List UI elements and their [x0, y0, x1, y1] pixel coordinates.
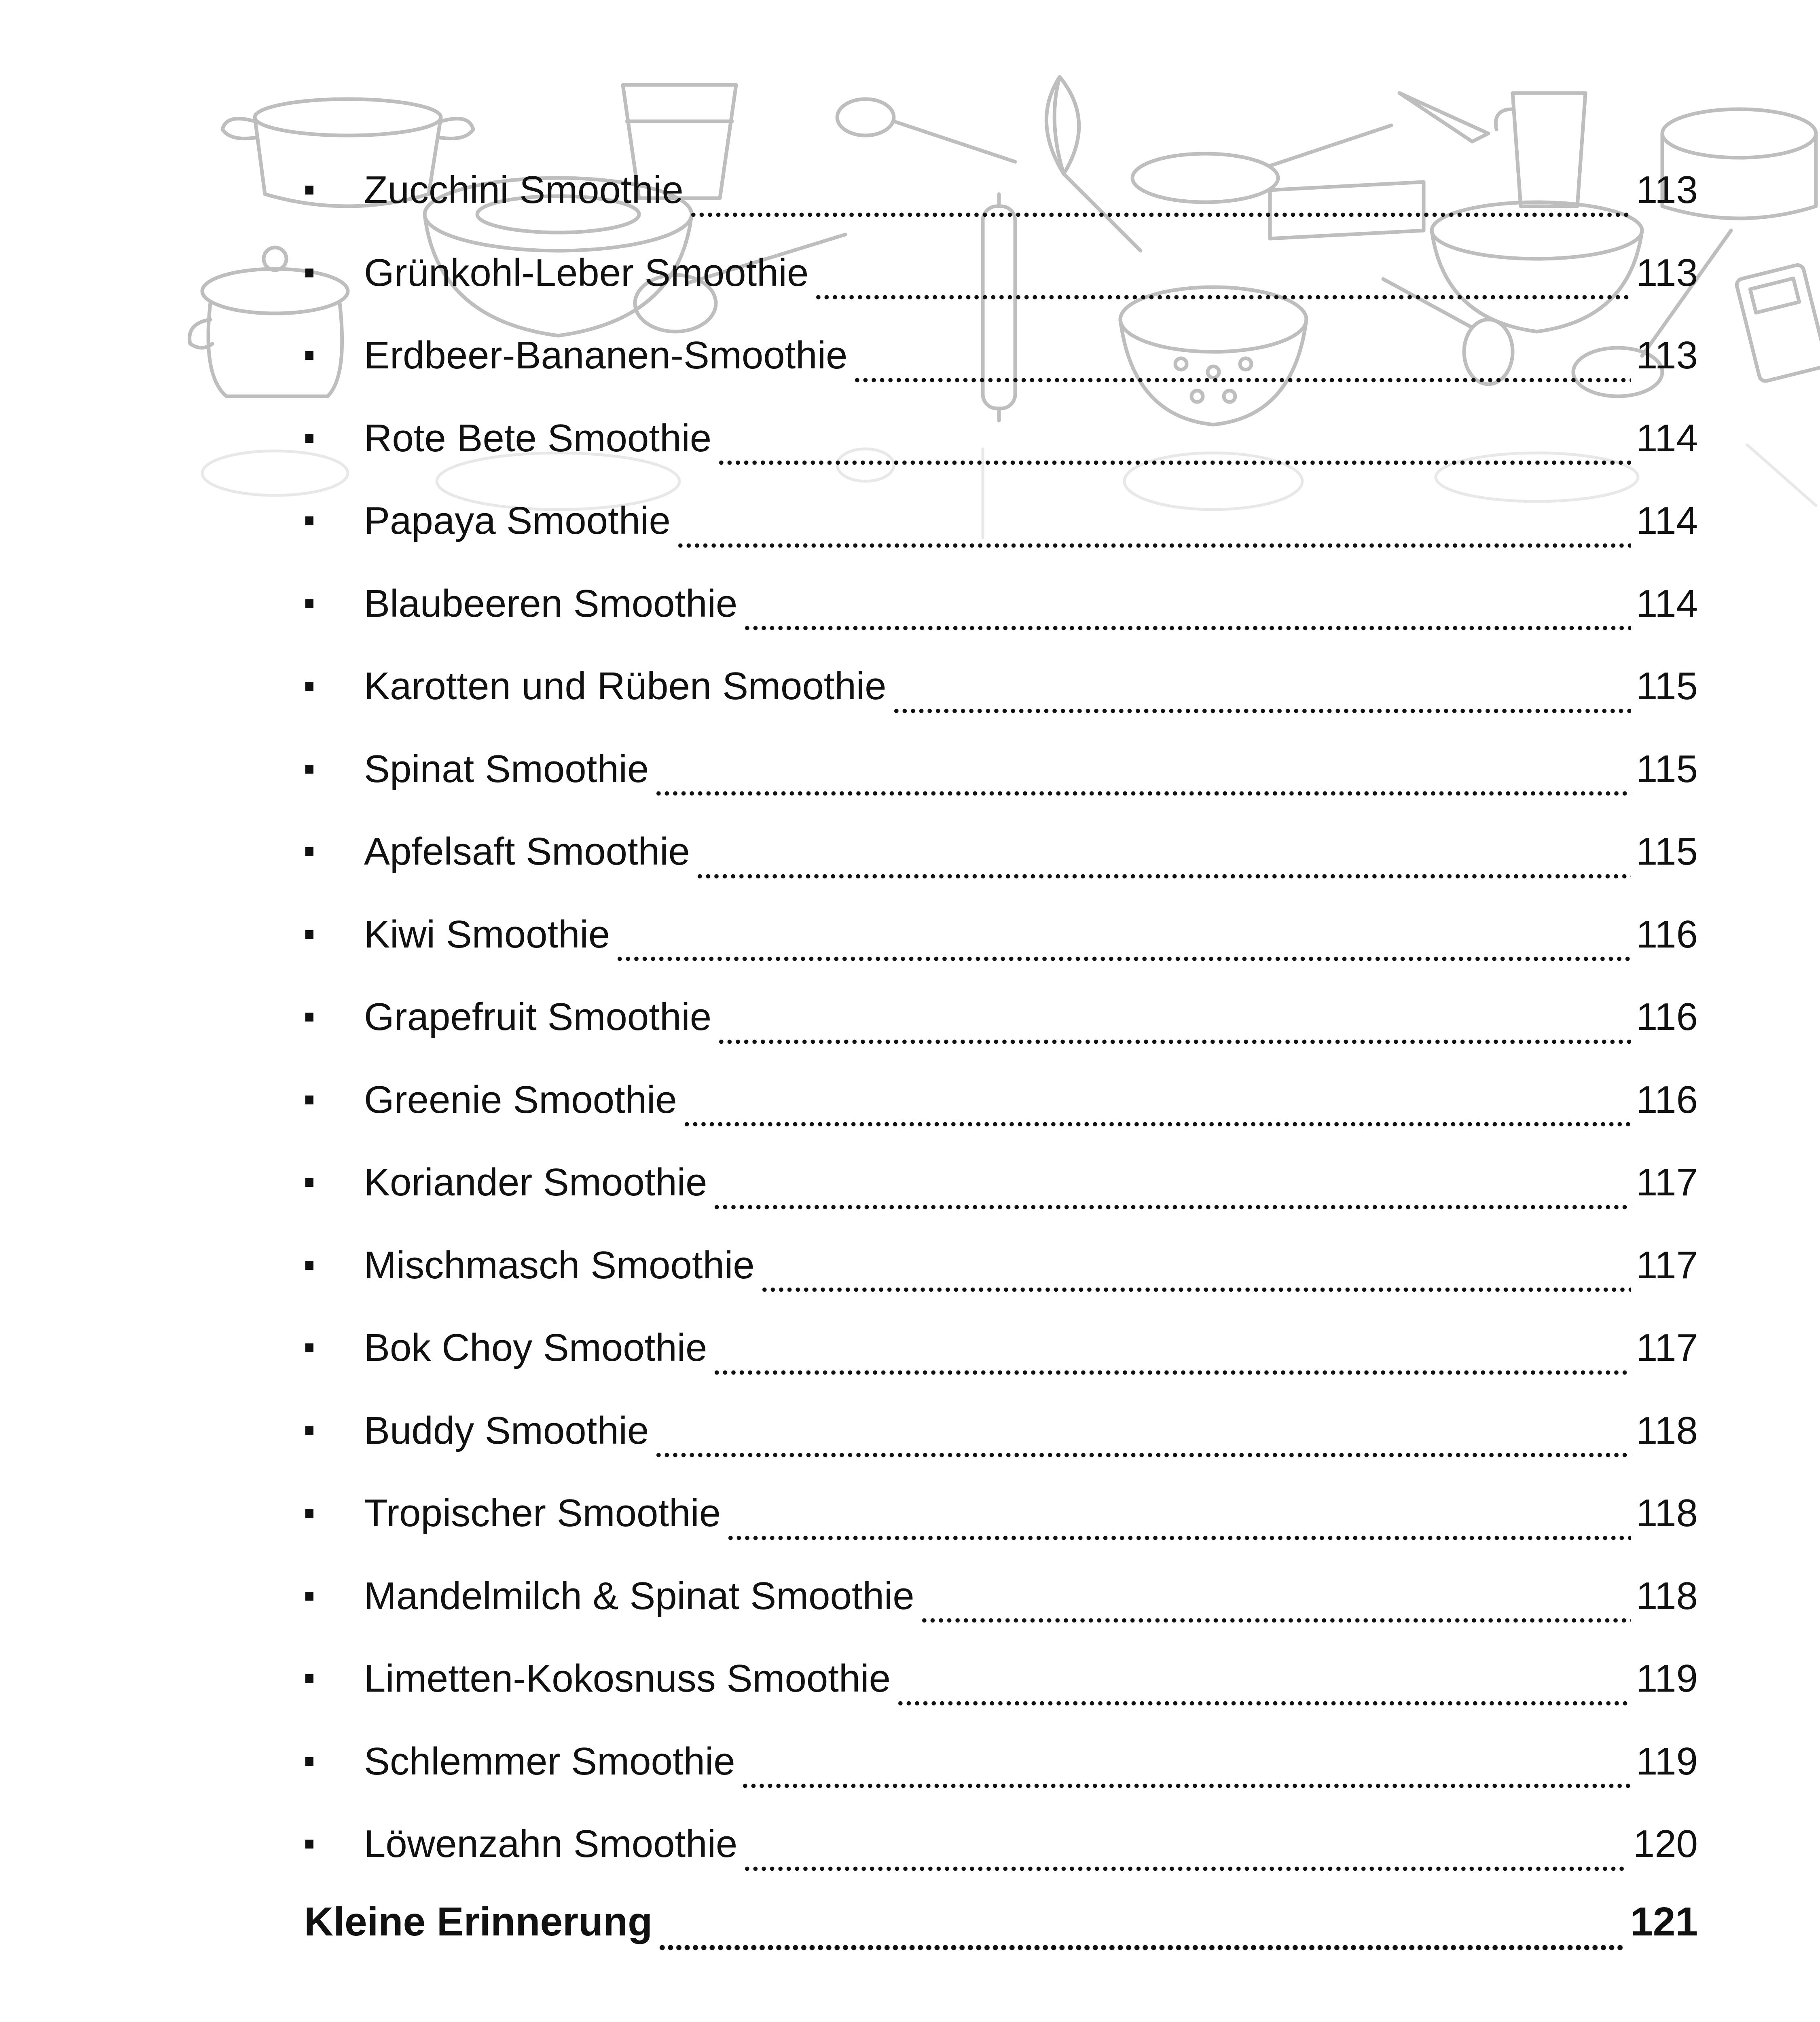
toc-entry[interactable]: [304, 232, 1698, 315]
toc-entry-title: Tropischer Smoothie: [364, 1491, 721, 1535]
bullet-square-icon: [305, 1509, 313, 1518]
dot-leader: [696, 841, 1631, 880]
toc-chapter-entry[interactable]: [304, 1880, 1698, 1963]
bullet-square-icon: [305, 1840, 313, 1849]
toc-entry-page: 114: [1636, 582, 1698, 625]
toc-entry-title: Grünkohl-Leber Smoothie: [364, 251, 809, 294]
toc-entry[interactable]: [304, 1224, 1698, 1307]
toc-entry-page: 114: [1636, 416, 1698, 460]
dot-leader: [717, 1006, 1631, 1045]
toc-entry-page: 113: [1636, 334, 1698, 377]
toc-entry[interactable]: [304, 1390, 1698, 1472]
toc-entry-page: 118: [1636, 1574, 1698, 1618]
toc-chapter-title: Kleine Erinnerung: [304, 1899, 653, 1944]
bullet-square-icon: [305, 516, 313, 525]
dot-leader: [654, 758, 1631, 797]
toc-entry[interactable]: [304, 645, 1698, 728]
bullet-square-icon: [305, 269, 313, 277]
toc-chapter-page: 121: [1630, 1899, 1698, 1944]
bullet-square-icon: [305, 434, 313, 443]
dot-leader: [616, 923, 1631, 962]
table-of-contents: [304, 149, 1698, 1886]
toc-entry-title: Papaya Smoothie: [364, 499, 671, 543]
bullet-square-icon: [305, 1674, 313, 1683]
toc-entry[interactable]: [304, 1803, 1698, 1886]
dot-leader: [896, 1668, 1631, 1707]
dot-leader: [654, 1419, 1631, 1458]
toc-entry[interactable]: [304, 1059, 1698, 1142]
toc-entry-title: Rote Bete Smoothie: [364, 416, 712, 460]
dot-leader: [658, 1912, 1625, 1951]
toc-entry-page: 117: [1636, 1326, 1698, 1370]
bullet-square-icon: [305, 1261, 313, 1270]
dot-leader: [676, 510, 1631, 549]
toc-entry-page: 114: [1636, 499, 1698, 543]
toc-entry[interactable]: [304, 480, 1698, 563]
toc-entry-page: 115: [1636, 747, 1698, 791]
toc-entry[interactable]: [304, 976, 1698, 1059]
toc-entry[interactable]: [304, 728, 1698, 811]
dot-leader: [814, 262, 1631, 300]
bullet-square-icon: [305, 682, 313, 691]
bullet-square-icon: [305, 1757, 313, 1766]
dot-leader: [743, 592, 1631, 631]
toc-entry-page: 116: [1636, 912, 1698, 956]
toc-entry[interactable]: [304, 397, 1698, 480]
toc-entry-title: Kiwi Smoothie: [364, 912, 610, 956]
dot-leader: [717, 427, 1631, 466]
toc-entry[interactable]: [304, 563, 1698, 645]
dot-leader: [713, 1337, 1631, 1376]
toc-entry-title: Greenie Smoothie: [364, 1078, 677, 1121]
dot-leader: [713, 1172, 1631, 1210]
toc-entry[interactable]: [304, 149, 1698, 232]
toc-entry-title: Limetten-Kokosnuss Smoothie: [364, 1657, 891, 1701]
bullet-square-icon: [305, 1096, 313, 1104]
toc-entry-title: Bok Choy Smoothie: [364, 1326, 707, 1370]
toc-entry-page: 113: [1636, 251, 1698, 294]
toc-entry[interactable]: [304, 1720, 1698, 1803]
toc-entry-page: 117: [1636, 1161, 1698, 1204]
dot-leader: [760, 1254, 1631, 1293]
kitchen-scale-icon: [1735, 264, 1820, 382]
dot-leader: [920, 1585, 1631, 1624]
toc-entry-title: Karotten und Rüben Smoothie: [364, 664, 887, 708]
dot-leader: [726, 1502, 1631, 1541]
toc-entry-title: Apfelsaft Smoothie: [364, 830, 690, 874]
dot-leader: [853, 345, 1631, 383]
toc-entry-title: Koriander Smoothie: [364, 1161, 707, 1204]
toc-entry-page: 118: [1636, 1409, 1698, 1452]
dot-leader: [689, 179, 1631, 218]
toc-entry[interactable]: [304, 1307, 1698, 1390]
bullet-square-icon: [305, 1592, 313, 1601]
toc-entry-title: Grapefruit Smoothie: [364, 995, 712, 1039]
bullet-square-icon: [305, 847, 313, 856]
dot-leader: [892, 675, 1631, 714]
toc-entry-title: Buddy Smoothie: [364, 1409, 649, 1452]
toc-entry-title: Mandelmilch & Spinat Smoothie: [364, 1574, 914, 1618]
toc-entry[interactable]: [304, 1637, 1698, 1720]
toc-entry-title: Löwenzahn Smoothie: [364, 1822, 738, 1866]
toc-entry-title: Mischmasch Smoothie: [364, 1243, 755, 1287]
bullet-square-icon: [305, 930, 313, 939]
toc-entry-title: Schlemmer Smoothie: [364, 1739, 735, 1783]
toc-entry-page: 116: [1636, 1078, 1698, 1121]
toc-entry-page: 118: [1636, 1491, 1698, 1535]
bullet-square-icon: [305, 351, 313, 360]
bullet-square-icon: [305, 599, 313, 608]
toc-entry-title: Erdbeer-Bananen-Smoothie: [364, 334, 848, 377]
toc-entry-page: 116: [1636, 995, 1698, 1039]
dot-leader: [743, 1833, 1628, 1872]
toc-entry-page: 117: [1636, 1243, 1698, 1287]
bullet-square-icon: [305, 765, 313, 774]
toc-entry-page: 115: [1636, 664, 1698, 708]
toc-entry[interactable]: [304, 1472, 1698, 1555]
toc-entry-page: 119: [1636, 1657, 1698, 1701]
toc-entry-title: Spinat Smoothie: [364, 747, 649, 791]
toc-entry-title: Blaubeeren Smoothie: [364, 582, 738, 625]
toc-entry[interactable]: [304, 1555, 1698, 1638]
toc-entry[interactable]: [304, 893, 1698, 976]
bullet-square-icon: [305, 1343, 313, 1352]
bullet-square-icon: [305, 1178, 313, 1187]
bullet-square-icon: [305, 1426, 313, 1435]
bullet-square-icon: [305, 1013, 313, 1022]
bullet-square-icon: [305, 186, 313, 195]
toc-entry[interactable]: [304, 314, 1698, 397]
knife-icon: [1399, 93, 1488, 142]
toc-entry-title: Zucchini Smoothie: [364, 168, 684, 212]
toc-entry-page: 120: [1633, 1822, 1698, 1866]
toc-entry[interactable]: [304, 810, 1698, 893]
dot-leader: [741, 1750, 1631, 1789]
dot-leader: [683, 1089, 1631, 1127]
toc-entry-page: 119: [1636, 1739, 1698, 1783]
toc-entry-page: 113: [1636, 168, 1698, 212]
toc-entry[interactable]: [304, 1141, 1698, 1224]
toc-entry-page: 115: [1636, 830, 1698, 874]
